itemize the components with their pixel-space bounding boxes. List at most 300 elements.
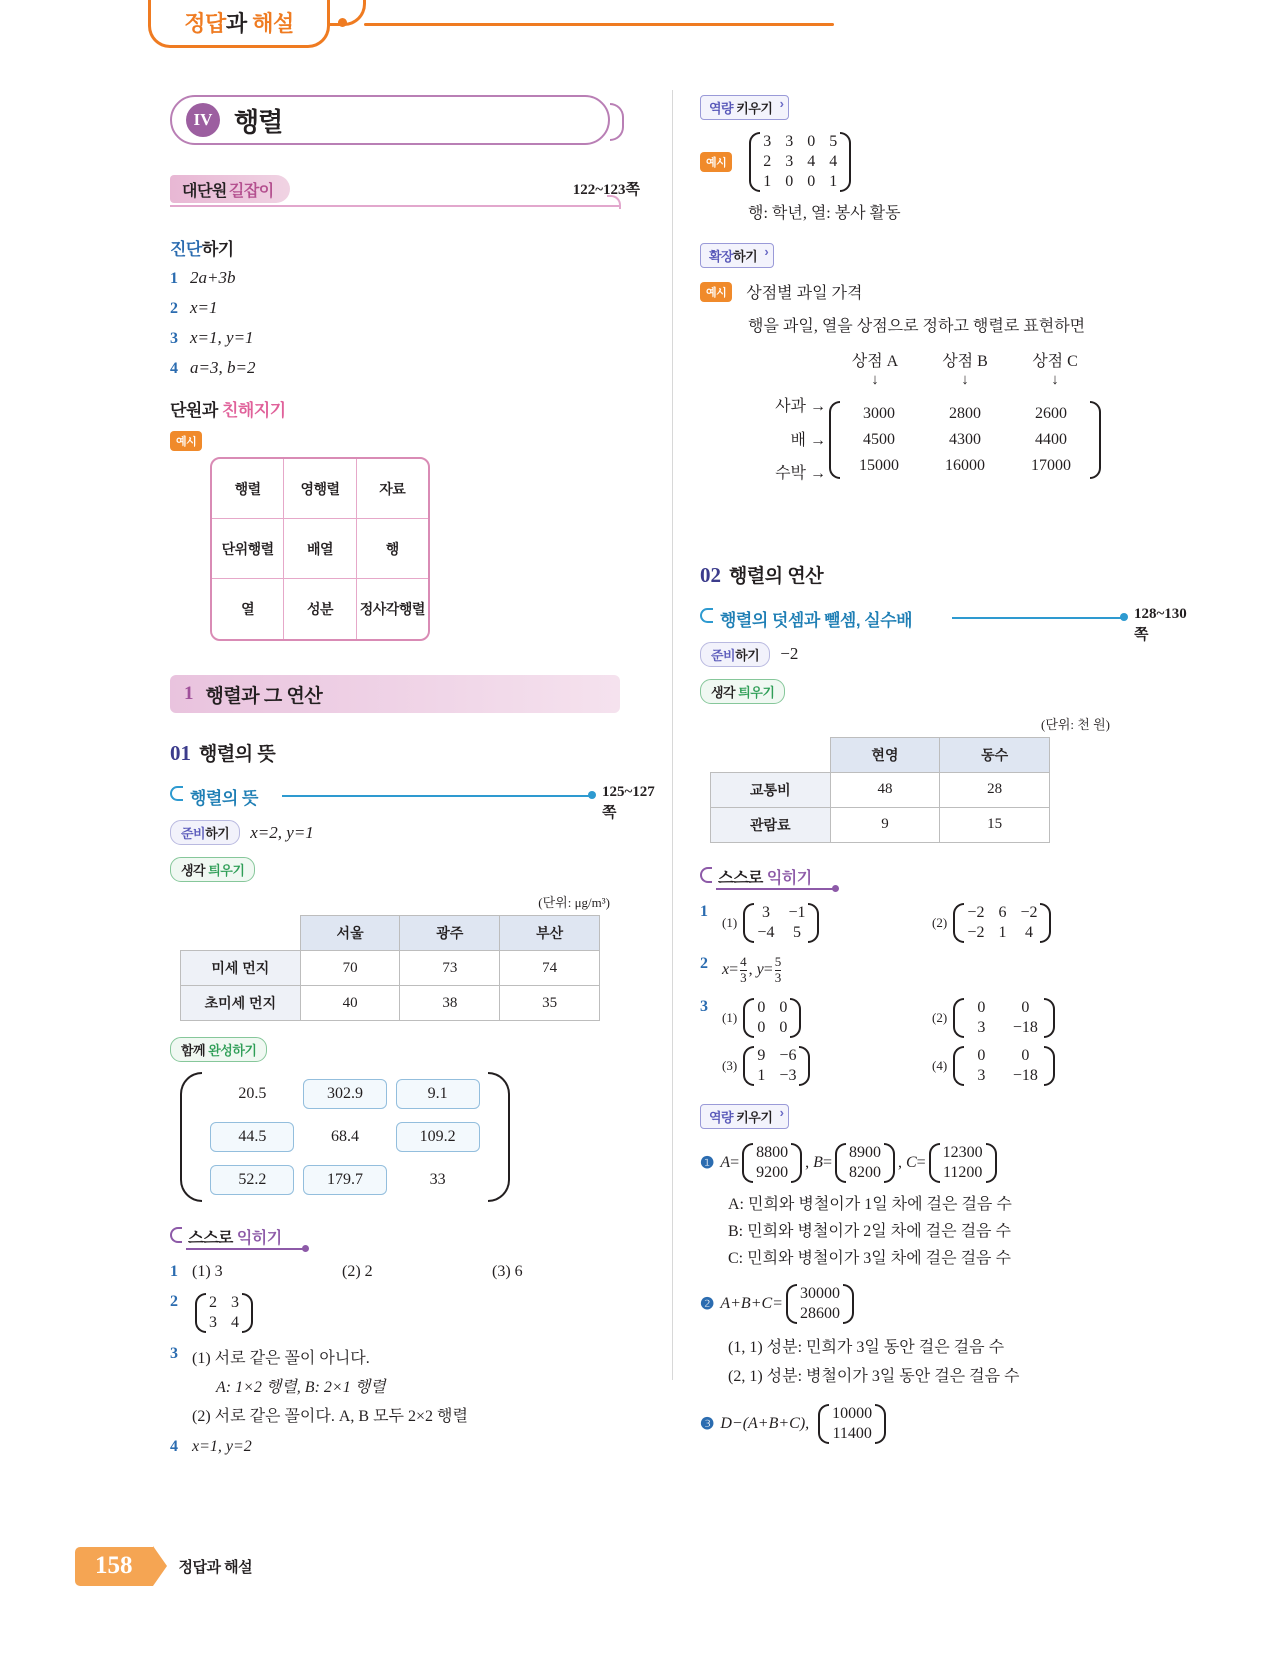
topic-number: 02 bbox=[700, 562, 721, 587]
matrix-cell: 2600 bbox=[1035, 405, 1067, 423]
matrix-cell: 0 bbox=[1021, 1046, 1030, 1064]
matrix-cell: 109.2 bbox=[396, 1122, 480, 1152]
description-line: C: 민희와 병철이가 3일 차에 걸은 걸음 수 bbox=[728, 1250, 1011, 1268]
item-bullet: ❷ bbox=[700, 1296, 715, 1314]
matrix-sum bbox=[783, 1284, 857, 1324]
topic-number: 01 bbox=[170, 741, 191, 765]
matrix-cell: −2 bbox=[967, 903, 985, 921]
matrix-cell: 3 bbox=[977, 1066, 986, 1084]
item-bullet: ❸ bbox=[700, 1415, 715, 1433]
lead-dot-icon bbox=[1120, 613, 1128, 621]
self-label-b: 익히기 bbox=[766, 869, 812, 887]
cost-table-unit: (단위: 천 원) bbox=[1040, 716, 1110, 732]
think-tag-b: 틔우기 bbox=[208, 863, 245, 878]
down-arrow-icon: ↓ bbox=[1051, 371, 1059, 388]
matrix bbox=[950, 998, 1058, 1038]
matrix-cell: 3 bbox=[231, 1294, 239, 1311]
matrix-cell: 3 bbox=[977, 1018, 986, 1036]
matrix-cell: 0 bbox=[1021, 998, 1030, 1016]
think-tag bbox=[170, 857, 255, 882]
comp-item-1: ❶ A = 8800 9200 , B = 8900 8200 , C = 12300 11200 bbox=[700, 1143, 1170, 1183]
matrix-cell: 12300 bbox=[942, 1143, 983, 1161]
matrix-paren-right bbox=[1044, 903, 1054, 943]
comp-item-2 bbox=[700, 1284, 1170, 1324]
item-text: a=3, b=2 bbox=[190, 358, 256, 377]
matrix-cell: 0 bbox=[807, 173, 816, 190]
competency-right-row bbox=[700, 95, 1170, 120]
think-02-row bbox=[700, 679, 1170, 704]
table-cell: 15 bbox=[940, 807, 1050, 842]
topic-title: 행렬의 연산 bbox=[729, 565, 824, 587]
table-cell: 35 bbox=[500, 986, 600, 1021]
matrix-cell: 68.4 bbox=[330, 1127, 359, 1145]
matrix bbox=[950, 903, 1054, 943]
store-row-labels bbox=[740, 390, 826, 491]
word-grid-row bbox=[212, 579, 428, 639]
matrix-paren-right bbox=[1048, 1046, 1058, 1086]
self-arc-icon bbox=[700, 867, 712, 883]
comp-sum-notes bbox=[728, 1334, 1170, 1392]
matrix-paren-left bbox=[740, 998, 750, 1038]
prep-value: −2 bbox=[780, 644, 799, 664]
answer-part: (1) 3 bbox=[192, 1263, 223, 1280]
matrix-A bbox=[739, 1143, 805, 1183]
matrix bbox=[740, 903, 822, 943]
think-tag-b: 틔우기 bbox=[738, 684, 775, 700]
list-item bbox=[170, 298, 640, 318]
prep-tag-a: 준비 bbox=[181, 826, 206, 841]
matrix-cell: 16000 bbox=[945, 457, 985, 475]
matrix-cell: 3 bbox=[209, 1314, 217, 1331]
fraction-denominator: 3 bbox=[774, 969, 782, 985]
fraction bbox=[775, 955, 782, 986]
matrix-cell: 9 bbox=[757, 1046, 766, 1064]
chapter-title: 행렬 bbox=[234, 106, 283, 137]
matrix-cell: 8200 bbox=[848, 1163, 881, 1181]
matrix-paren-right bbox=[794, 998, 804, 1038]
matrix-cell: −2 bbox=[1020, 903, 1038, 921]
sub-number: (4) bbox=[932, 1057, 951, 1073]
section-title: 행렬과 그 연산 bbox=[205, 685, 323, 707]
fraction-numerator: 5 bbox=[774, 953, 782, 969]
store-arrows bbox=[830, 371, 1170, 388]
table-cell: 73 bbox=[400, 951, 500, 986]
column-divider bbox=[672, 90, 673, 1380]
word-cell: 자료 bbox=[357, 459, 428, 519]
example-tag: 예시 bbox=[700, 152, 732, 172]
matrix-cell: 52.2 bbox=[210, 1165, 294, 1195]
banner-tab bbox=[148, 0, 330, 48]
matrix-cell: 4300 bbox=[949, 431, 981, 449]
chapter-header bbox=[170, 95, 610, 145]
answer-2 bbox=[700, 955, 1170, 986]
matrix-cell: 3 bbox=[785, 153, 794, 170]
self-label-b: 익히기 bbox=[236, 1230, 282, 1247]
matrix-cell: 17000 bbox=[1031, 457, 1071, 475]
answer-3 bbox=[700, 998, 1170, 1086]
matrix-paren-right bbox=[246, 1293, 256, 1333]
answer-line: (1) 서로 같은 꼴이 아니다. bbox=[192, 1350, 370, 1367]
matrix-B bbox=[832, 1143, 898, 1183]
table-cell: 74 bbox=[500, 951, 600, 986]
sum-label: A+B+C= bbox=[720, 1295, 783, 1313]
word-cell: 행렬 bbox=[212, 459, 284, 519]
table-cell: 28 bbox=[940, 772, 1050, 807]
matrix-cell: −18 bbox=[1012, 1018, 1038, 1036]
prep-tag bbox=[700, 642, 770, 667]
down-arrow-icon: ↓ bbox=[961, 371, 969, 388]
matrix-cell: −1 bbox=[788, 903, 806, 921]
word-grid bbox=[210, 457, 430, 641]
section-number: 1 bbox=[184, 683, 194, 704]
matrix-cell: −6 bbox=[779, 1046, 797, 1064]
word-grid-row bbox=[212, 519, 428, 579]
complete-tag-b: 완성하기 bbox=[208, 1043, 257, 1058]
item-text: 2a+3b bbox=[190, 268, 236, 287]
matrix-cell: 9.1 bbox=[396, 1079, 480, 1109]
answer-3 bbox=[170, 1345, 640, 1426]
down-arrow-icon: ↓ bbox=[871, 371, 879, 388]
word-cell: 행 bbox=[357, 519, 428, 579]
word-grid-row bbox=[212, 459, 428, 519]
column-header bbox=[711, 737, 831, 772]
description-line: A: 민희와 병철이가 1일 차에 걸은 걸음 수 bbox=[728, 1195, 1012, 1213]
self-underline bbox=[716, 888, 834, 890]
banner-rule bbox=[364, 23, 834, 26]
page-footer bbox=[75, 1546, 252, 1586]
row-header: 교통비 bbox=[711, 772, 831, 807]
lead-02 bbox=[700, 605, 1187, 643]
matrix-cell: 3 bbox=[763, 133, 772, 150]
matrix-row bbox=[206, 1158, 484, 1201]
table-cell: 38 bbox=[400, 986, 500, 1021]
sub-number: (3) bbox=[722, 1057, 741, 1073]
comp-item-3 bbox=[700, 1404, 1170, 1444]
matrix-paren-left bbox=[783, 1284, 793, 1324]
comp-descriptions bbox=[728, 1191, 1170, 1273]
matrix-cell: −4 bbox=[757, 923, 775, 941]
column-header: 동수 bbox=[940, 737, 1050, 772]
section-1-bar bbox=[170, 675, 620, 713]
item-number: 2 bbox=[170, 300, 178, 317]
self-label-a: 스스로 bbox=[718, 869, 767, 887]
matrix-cell: 302.9 bbox=[303, 1079, 387, 1109]
matrix-cell: 0 bbox=[977, 998, 986, 1016]
matrix-paren-right bbox=[812, 903, 822, 943]
lead-text: 행렬의 덧셈과 뺄셈, 실수배 bbox=[720, 610, 913, 630]
item-number: 4 bbox=[170, 360, 178, 377]
column-header: 상점 C bbox=[1032, 353, 1078, 370]
column-header: 서울 bbox=[300, 916, 400, 951]
prep-tag bbox=[170, 820, 240, 845]
matrix-cell: 30000 bbox=[799, 1285, 840, 1303]
competency-tag-b: 키우기 bbox=[736, 1109, 773, 1125]
matrix-paren-right bbox=[990, 1143, 1000, 1183]
word-cell: 배열 bbox=[284, 519, 356, 579]
lead-rule bbox=[282, 795, 592, 797]
answer-number: 1 bbox=[700, 902, 708, 920]
self-study-02 bbox=[700, 865, 1170, 891]
matrix-cell: 0 bbox=[779, 998, 788, 1016]
matrix-paren-right bbox=[879, 1404, 889, 1444]
footer-text: 정답과 해설 bbox=[178, 1558, 253, 1576]
guide-pages: 122~123쪽 bbox=[572, 182, 640, 198]
diagnose-heading bbox=[170, 235, 640, 260]
answer-number: 4 bbox=[170, 1438, 178, 1455]
prep-01-row bbox=[170, 820, 640, 845]
extend-tag-b: 하기 bbox=[733, 249, 758, 264]
matrix-paren-left bbox=[950, 1046, 960, 1086]
matrix-cell: 28600 bbox=[799, 1305, 840, 1323]
answer-1 bbox=[170, 1263, 640, 1281]
diagnose-heading-b: 하기 bbox=[201, 240, 234, 259]
competency-tag bbox=[700, 1104, 789, 1129]
self-arc-icon bbox=[170, 1227, 182, 1243]
competency-02-row bbox=[700, 1104, 1170, 1129]
matrix-cell: 0 bbox=[977, 1046, 986, 1064]
diagnose-list bbox=[170, 268, 640, 378]
complete-tag bbox=[170, 1037, 267, 1062]
item-number: 1 bbox=[170, 270, 178, 287]
page-number-tail bbox=[153, 1546, 167, 1586]
extend-tag-a: 확장 bbox=[709, 249, 734, 264]
table-row bbox=[711, 807, 1050, 842]
competency-tag bbox=[700, 95, 789, 120]
answer-number: 1 bbox=[170, 1263, 178, 1280]
left-column bbox=[170, 95, 655, 1456]
topic-01 bbox=[170, 739, 640, 766]
matrix-paren-left bbox=[180, 1072, 202, 1202]
description-line: B: 민희와 병철이가 2일 차에 걸은 걸음 수 bbox=[728, 1222, 1011, 1240]
extend-tag bbox=[700, 243, 774, 268]
matrix-diff bbox=[815, 1404, 889, 1444]
column-header: 상점 A bbox=[851, 353, 899, 370]
store-matrix-block bbox=[740, 348, 1170, 491]
matrix-cell: 9200 bbox=[756, 1163, 789, 1181]
banner-dot-icon bbox=[338, 18, 347, 27]
think-tag-a: 생각 bbox=[181, 863, 209, 878]
answer-number: 3 bbox=[170, 1345, 178, 1362]
matrix-cell: 44.5 bbox=[210, 1122, 294, 1152]
matrix-cell: 20.5 bbox=[238, 1084, 267, 1102]
matrix-cell: 4 bbox=[807, 153, 816, 170]
matrix bbox=[740, 998, 804, 1038]
description-line: (1, 1) 성분: 민희가 3일 동안 걸은 걸음 수 bbox=[728, 1339, 1005, 1357]
matrix-paren-right bbox=[844, 132, 854, 192]
matrix-paren-left bbox=[826, 401, 836, 479]
row-label: 배 → bbox=[790, 431, 826, 449]
column-header: 부산 bbox=[500, 916, 600, 951]
matrix-C bbox=[926, 1143, 1000, 1183]
row-label: 사과 → bbox=[775, 398, 826, 415]
matrix-cell: −18 bbox=[1012, 1066, 1038, 1084]
matrix-paren-left bbox=[950, 903, 960, 943]
matrix-cell: 1 bbox=[998, 923, 1007, 941]
word-cell: 열 bbox=[212, 579, 284, 639]
matrix-cell: 179.7 bbox=[303, 1165, 387, 1195]
guide-label bbox=[170, 175, 290, 203]
item-text: x=1 bbox=[190, 298, 218, 317]
matrix-paren-left bbox=[740, 1046, 750, 1086]
lead-pages: 125~127쪽 bbox=[602, 784, 655, 821]
matrix-cell: 1 bbox=[763, 173, 772, 190]
lead-rule bbox=[952, 617, 1124, 619]
self-dot-icon bbox=[832, 885, 839, 892]
item-text: x=1, y=1 bbox=[190, 328, 254, 347]
competency-tag-a: 역량 bbox=[709, 1109, 737, 1125]
matrix-paren-left bbox=[815, 1404, 825, 1444]
row-header: 미세 먼지 bbox=[181, 951, 301, 986]
chapter-tail bbox=[610, 103, 624, 141]
matrix-cell: 4 bbox=[829, 153, 838, 170]
word-cell: 정사각행렬 bbox=[359, 601, 425, 617]
matrix-cell: 15000 bbox=[859, 457, 899, 475]
answer-line: (2) 서로 같은 꼴이다. A, B 모두 2×2 행렬 bbox=[192, 1408, 468, 1425]
matrix-cell: 5 bbox=[792, 923, 801, 941]
competency-matrix bbox=[746, 132, 854, 192]
store-col-headers bbox=[830, 348, 1170, 371]
matrix bbox=[740, 1046, 813, 1086]
lead-pages: 128~130쪽 bbox=[1134, 605, 1187, 643]
list-item bbox=[170, 268, 640, 288]
matrix-paren-left bbox=[746, 132, 756, 192]
extend-title: 상점별 과일 가격 bbox=[746, 285, 863, 302]
lead-01 bbox=[170, 784, 655, 821]
answer-text: x= $\frac{4}{3}$ , y= $\frac{5}{3}$ bbox=[722, 953, 782, 985]
matrix-cell: 1 bbox=[757, 1066, 766, 1084]
sub-number: (1) bbox=[722, 1009, 741, 1025]
lead-arc-icon bbox=[700, 608, 713, 623]
sub-number: (2) bbox=[932, 914, 951, 930]
competency-tag-a: 역량 bbox=[709, 101, 737, 116]
fraction bbox=[740, 955, 747, 986]
lead-text: 행렬의 뜻 bbox=[190, 789, 258, 808]
table-row bbox=[181, 986, 600, 1021]
matrix-paren-right bbox=[1048, 998, 1058, 1038]
familiar-heading-a: 단원과 bbox=[170, 401, 222, 420]
matrix-cell: 11200 bbox=[942, 1163, 983, 1181]
extend-row bbox=[700, 243, 1170, 268]
lead-dot-icon bbox=[588, 791, 596, 799]
word-cell: 영행렬 bbox=[284, 459, 356, 519]
description-line: (2, 1) 성분: 병철이가 3일 동안 걸은 걸음 수 bbox=[728, 1368, 1020, 1386]
complete-matrix bbox=[180, 1072, 510, 1201]
matrix-cell: 11400 bbox=[832, 1424, 872, 1442]
matrix-paren-left bbox=[739, 1143, 749, 1183]
list-item bbox=[170, 328, 640, 348]
matrix-cell: 4 bbox=[1024, 923, 1033, 941]
answer-1 bbox=[700, 903, 1170, 943]
matrix-paren-left bbox=[950, 998, 960, 1038]
dust-table bbox=[180, 915, 600, 1021]
topic-title: 행렬의 뜻 bbox=[199, 744, 276, 765]
answer-part: (3) 6 bbox=[492, 1263, 523, 1280]
matrix-cell: −2 bbox=[967, 923, 985, 941]
matrix-cell: 3000 bbox=[863, 405, 895, 423]
matrix-paren-right bbox=[803, 1046, 813, 1086]
dust-table-unit: (단위: μg/m³) bbox=[538, 895, 610, 910]
page-number: 158 bbox=[75, 1547, 153, 1586]
example-tag: 예시 bbox=[170, 431, 202, 451]
fraction-numerator: 4 bbox=[740, 953, 747, 969]
self-label bbox=[718, 865, 812, 888]
diagnose-heading-a: 진단 bbox=[170, 240, 202, 259]
self-label-a: 스스로 bbox=[188, 1230, 237, 1247]
self-underline bbox=[186, 1248, 304, 1250]
matrix-cell: 0 bbox=[757, 1018, 766, 1036]
matrix-cell: 3 bbox=[761, 903, 770, 921]
matrix-cell: 2800 bbox=[949, 405, 981, 423]
diff-label: D−(A+B+C), bbox=[720, 1414, 810, 1432]
chapter-numeral: IV bbox=[186, 103, 220, 137]
matrix-cell: 8800 bbox=[756, 1143, 789, 1161]
matrix-cell: 4 bbox=[231, 1314, 239, 1331]
guide-heading bbox=[170, 175, 640, 209]
matrix-paren-right bbox=[1094, 401, 1104, 479]
matrix-cell: 33 bbox=[429, 1170, 446, 1188]
think-01-row bbox=[170, 857, 640, 882]
matrix-paren-left bbox=[832, 1143, 842, 1183]
fraction-denominator: 3 bbox=[740, 969, 747, 985]
complete-tag-a: 함께 bbox=[181, 1043, 209, 1058]
matrix-paren-right bbox=[847, 1284, 857, 1324]
matrix-cell: 0 bbox=[779, 1018, 788, 1036]
extend-title-row bbox=[700, 280, 1170, 303]
self-study-01 bbox=[170, 1225, 640, 1251]
familiar-example-tag-row bbox=[170, 431, 640, 451]
table-cell: 9 bbox=[830, 807, 940, 842]
think-tag bbox=[700, 679, 785, 704]
row-header: 초미세 먼지 bbox=[181, 986, 301, 1021]
matrix-cell: 1 bbox=[829, 173, 838, 190]
sub-number: (2) bbox=[932, 1009, 951, 1025]
item-bullet: ❶ bbox=[700, 1154, 715, 1172]
self-label bbox=[188, 1225, 282, 1248]
think-tag-a: 생각 bbox=[711, 684, 739, 700]
matrix-row bbox=[206, 1072, 484, 1115]
word-cell: 단위행렬 bbox=[212, 519, 284, 579]
matrix-paren-right bbox=[795, 1143, 805, 1183]
guide-label-a: 대단원 bbox=[182, 182, 227, 200]
sub-number: (1) bbox=[722, 914, 741, 930]
extend-desc: 행을 과일, 열을 상점으로 정하고 행렬로 표현하면 bbox=[748, 318, 1086, 335]
table-row bbox=[711, 772, 1050, 807]
complete-01-row bbox=[170, 1037, 640, 1062]
competency-tag-b: 키우기 bbox=[736, 101, 773, 116]
familiar-heading bbox=[170, 396, 640, 421]
prep-tag-a: 준비 bbox=[711, 647, 736, 663]
cost-table bbox=[710, 737, 1050, 843]
table-header-row bbox=[181, 916, 600, 951]
competency-matrix-row bbox=[700, 132, 1170, 192]
matrix-cell: 2 bbox=[209, 1294, 217, 1311]
example-tag: 예시 bbox=[700, 282, 732, 302]
table-header-row bbox=[711, 737, 1050, 772]
table-cell: 70 bbox=[300, 951, 400, 986]
matrix-cell: 4500 bbox=[863, 431, 895, 449]
self-dot-icon bbox=[302, 1245, 309, 1252]
familiar-heading-b: 친해지기 bbox=[222, 401, 286, 420]
list-item bbox=[170, 358, 640, 378]
answer-number: 2 bbox=[700, 954, 708, 972]
column-header: 상점 B bbox=[942, 353, 988, 370]
answer-line: A: 1×2 행렬, B: 2×1 행렬 bbox=[216, 1379, 386, 1396]
prep-02-row bbox=[700, 642, 1170, 667]
column-header: 광주 bbox=[400, 916, 500, 951]
answer-number: 2 bbox=[170, 1293, 178, 1310]
matrix bbox=[192, 1293, 256, 1333]
answer-2 bbox=[170, 1293, 640, 1333]
